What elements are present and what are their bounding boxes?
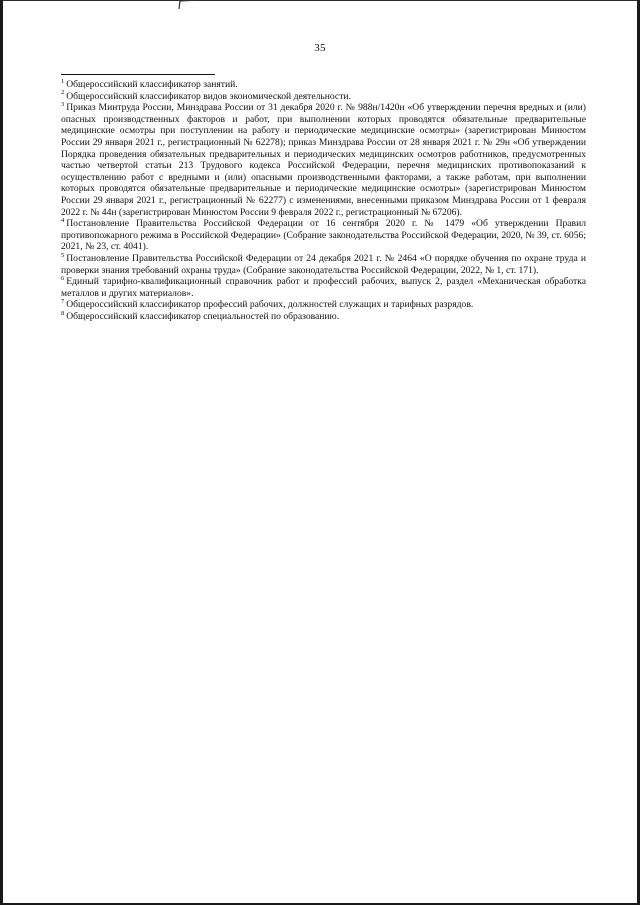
footnote-1	[61, 79, 586, 91]
footnote-8	[61, 311, 586, 323]
scan-border-top	[0, 0, 640, 1]
footnote-text: Постановление Правительства Российской Федерации от 24 декабря 2021 г. № 2464 «О порядке обучения по охране труда и проверки знания требований охраны труда» (Собрание законодательства Российской Федерации, 2022, № 1, ст. 171).	[61, 252, 586, 276]
footnote-marker: 8	[61, 309, 65, 317]
footnote-text: Общероссийский классификатор специальностей по образованию.	[66, 310, 340, 322]
footnote-text: Общероссийский классификатор занятий.	[66, 79, 238, 90]
footnote-marker: 3	[61, 101, 65, 108]
footnotes-list	[61, 79, 586, 322]
footnote-6	[61, 276, 586, 299]
scan-border-left	[0, 0, 3, 905]
footnote-text: Приказ Минтруда России, Минздрава России от 31 декабря 2020 г. № 988н/1420н «Об утверждении перечня вредных и (или) опасных производственных факторов и работ, при выполнении которых проводятся обязательные предварительные медицинские осмотры при поступлении на работу и периодические медицинские осмотры» (зарегистрирован Минюстом России 29 января 2021 г., регистрационный № 62278); приказ Минздрава России от 28 января 2021 г. № 29н «Об утверждении Порядка проведения обязательных предварительных и периодических медицинских осмотров работников, предусмотренных частью четвертой статьи 213 Трудового кодекса Российской Федерации, перечня медицинских противопоказаний к осуществлению работ с вредными и (или) опасными производственными факторами, а также работам, при выполнении которых проводятся обязательные предварительные и периодические медицинские осмотры» (зарегистрирован Минюстом России 29 января 2021 г., регистрационный № 62277) с изменениями, внесенными приказом Минздрава России от 1 февраля 2022 г. № 44н (зарегистрирован Минюстом России 9 февраля 2022 г., регистрационный № 67206).	[61, 102, 586, 218]
footnote-text: Общероссийский классификатор видов экономической деятельности.	[66, 90, 351, 102]
scan-artifact-mark	[178, 0, 200, 10]
footnote-marker: 5	[61, 251, 65, 259]
footnote-separator	[61, 74, 215, 75]
footnote-marker: 1	[61, 77, 65, 85]
footnote-3	[61, 102, 586, 218]
footnote-marker: 2	[61, 89, 65, 97]
footnote-5	[61, 253, 586, 276]
footnote-7	[61, 299, 586, 311]
footnote-marker: 7	[61, 298, 65, 306]
footnote-text: Общероссийский классификатор профессий рабочих, должностей служащих и тарифных разрядов.	[66, 299, 474, 311]
page-number: 35	[314, 42, 326, 54]
footnote-marker: 6	[61, 274, 65, 282]
footnote-text: Единый тарифно-квалификационный справочник работ и профессий рабочих, выпуск 2, раздел «Механическая обработка металлов и других материалов».	[61, 276, 586, 299]
footnote-2	[61, 91, 586, 103]
footnote-4	[61, 218, 586, 253]
footnote-text: Постановление Правительства Российской Федерации от 16 сентября 2020 г. № 1479 «Об утверждении Правил противопожарного режима в Российской Федерации» (Собрание законодательства Российской Федерации, 2020, № 39, ст. 6056; 2021, № 23, ст. 4041).	[61, 218, 586, 253]
footnote-marker: 4	[61, 216, 65, 224]
